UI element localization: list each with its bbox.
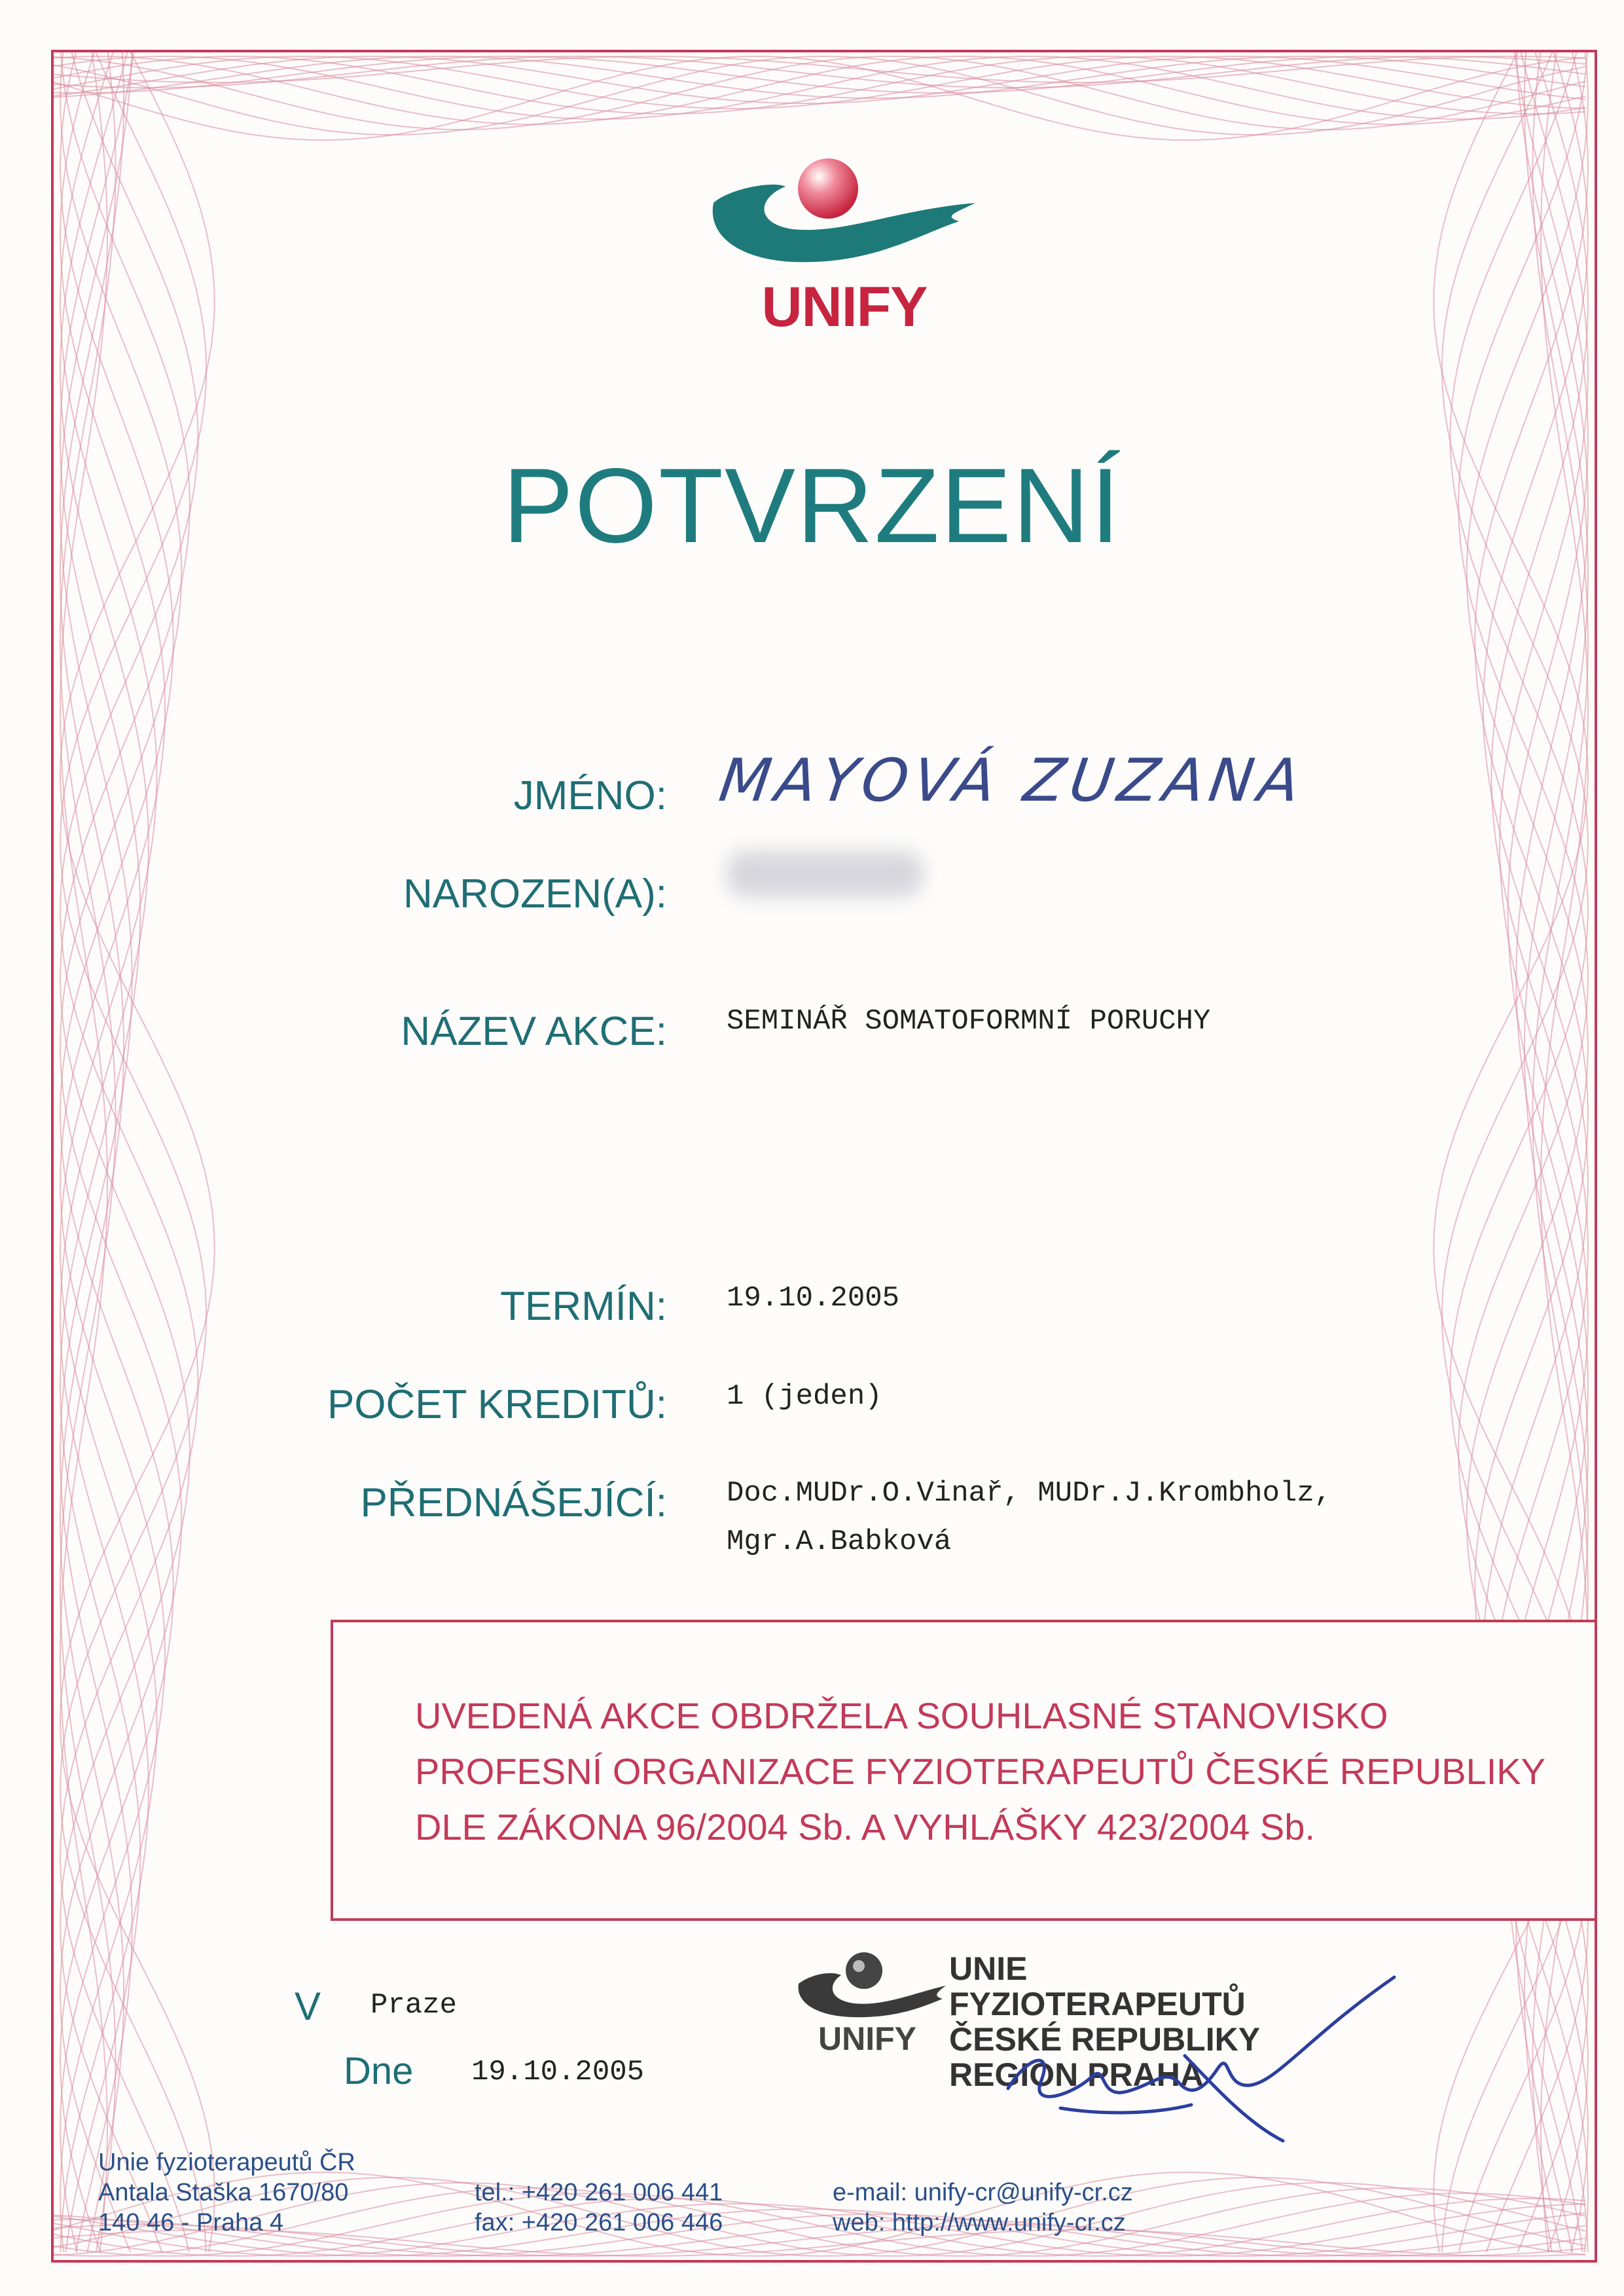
footer-web[interactable]: web: http://www.unify-cr.cz <box>833 2209 1126 2236</box>
event-label: NÁZEV AKCE: <box>401 1009 667 1054</box>
footer-org-line-3: 140 46 - Praha 4 <box>98 2209 284 2236</box>
notice-box <box>331 1620 1597 1921</box>
footer-organization <box>98 2147 355 2238</box>
redacted-birthdate <box>727 851 923 897</box>
page-title: POTVRZENÍ <box>502 446 1122 565</box>
credits-value: 1 (jeden) <box>727 1380 882 1413</box>
footer-fax: fax: +420 261 006 446 <box>475 2209 723 2236</box>
signature <box>969 1958 1414 2154</box>
stamp-logo-text: UNIFY <box>818 2020 916 2057</box>
issued-date-label: Dne <box>344 2050 414 2092</box>
notice-line-1: UVEDENÁ AKCE OBDRŽELA SOUHLASNÉ STANOVISKO <box>415 1695 1388 1736</box>
lecturers-label: PŘEDNÁŠEJÍCÍ: <box>360 1480 667 1525</box>
stamp-line-1: UNIE <box>949 1950 1028 1987</box>
unify-logo-icon <box>700 151 988 282</box>
stamp-line-3: ČESKÉ REPUBLIKY <box>949 2021 1261 2058</box>
date-label: TERMÍN: <box>500 1284 667 1329</box>
event-value: SEMINÁŘ SOMATOFORMNÍ PORUCHY <box>727 1005 1211 1038</box>
footer-tel: tel.: +420 261 006 441 <box>475 2179 723 2206</box>
lecturers-line-2: Mgr.A.Babková <box>727 1525 952 1558</box>
footer-org-line-2: Antala Staška 1670/80 <box>98 2179 349 2206</box>
footer-org-line-1: Unie fyzioterapeutů ČR <box>98 2149 355 2176</box>
born-label: NAROZEN(A): <box>403 871 667 917</box>
credits-label: POČET KREDITŮ: <box>327 1382 667 1427</box>
place-label: V <box>295 1984 321 2028</box>
name-handwritten: MAYOVÁ ZUZANA <box>715 746 1310 815</box>
issued-date-value: 19.10.2005 <box>471 2056 645 2088</box>
unify-logo <box>700 151 988 338</box>
notice-line-3: DLE ZÁKONA 96/2004 Sb. A VYHLÁŠKY 423/2004 Sb. <box>415 1806 1315 1848</box>
unify-logo-text: UNIFY <box>761 276 928 338</box>
notice-line-2: PROFESNÍ ORGANIZACE FYZIOTERAPEUTŮ ČESKÉ REPUBLIKY <box>415 1751 1545 1792</box>
name-label: JMÉNO: <box>513 773 667 818</box>
footer-email[interactable]: e-mail: unify-cr@unify-cr.cz <box>833 2179 1133 2206</box>
footer-contact <box>833 2178 1133 2238</box>
place-value: Praze <box>370 1989 458 2022</box>
footer-phone <box>475 2178 723 2238</box>
stamp-line-2: FYZIOTERAPEUTŮ <box>949 1986 1246 2022</box>
stamp-line-4: REGION PRAHA <box>949 2056 1204 2093</box>
stamp-logo-icon <box>792 1948 949 2020</box>
date-value: 19.10.2005 <box>727 1282 900 1315</box>
page-border <box>51 50 1597 2263</box>
lecturers-line-1: Doc.MUDr.O.Vinař, MUDr.J.Krombholz, <box>727 1477 1332 1510</box>
